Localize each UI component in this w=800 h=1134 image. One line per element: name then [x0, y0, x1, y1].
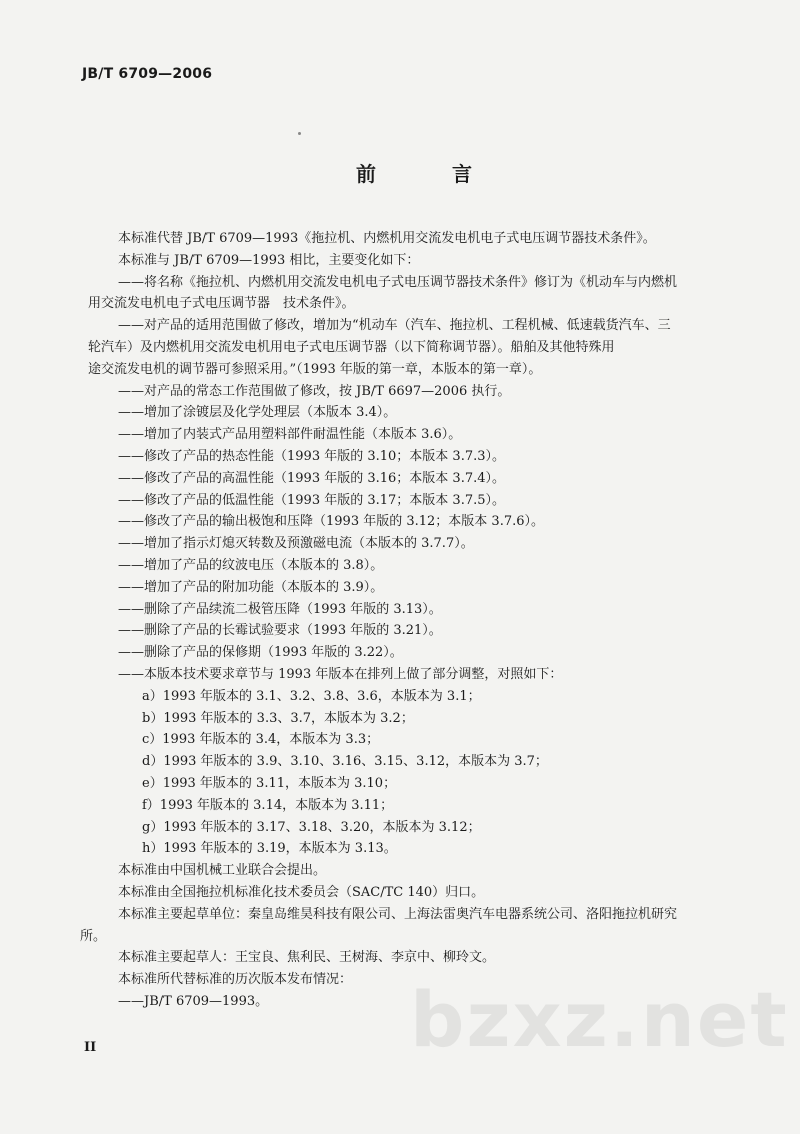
change-item: ——修改了产品的低温性能（1993 年版的 3.17；本版本 3.7.5）。: [118, 492, 506, 508]
list-item-a: a）1993 年版本的 3.1、3.2、3.8、3.6，本版本为 3.1；: [142, 688, 481, 704]
paragraph-drafting-units-1: 本标准主要起草单位：秦皇岛维昊科技有限公司、上海法雷奥汽车电器系统公司、洛阳拖拉机研究: [118, 906, 678, 922]
page-number: II: [84, 1040, 97, 1055]
change-item: ——对产品的常态工作范围做了修改，按 JB/T 6697—2006 执行。: [118, 383, 511, 399]
change-item: ——删除了产品续流二极管压降（1993 年版的 3.13）。: [118, 601, 442, 617]
change-item: ——修改了产品的高温性能（1993 年版的 3.16；本版本 3.7.4）。: [118, 470, 506, 486]
paragraph-proposed-by: 本标准由中国机械工业联合会提出。: [118, 863, 327, 879]
change-item-name-1: ——将名称《拖拉机、内燃机用交流发电机电子式电压调节器技术条件》修订为《机动车与内燃机: [118, 274, 678, 290]
list-item-h: h）1993 年版本的 3.19，本版本为 3.13。: [142, 841, 397, 857]
list-item-f: f）1993 年版本的 3.14，本版本为 3.11；: [142, 797, 394, 813]
section-title: 前 言: [356, 162, 500, 186]
paragraph-centralized-by: 本标准由全国拖拉机标准化技术委员会（SAC/TC 140）归口。: [118, 884, 485, 900]
scan-speck: [298, 132, 301, 135]
change-item: ——修改了产品的输出极饱和压降（1993 年版的 3.12；本版本 3.7.6）。: [118, 514, 545, 530]
change-item: ——修改了产品的热态性能（1993 年版的 3.10；本版本 3.7.3）。: [118, 448, 506, 464]
change-item: ——增加了产品的纹波电压（本版本的 3.8）。: [118, 557, 384, 573]
document-code: JB/T 6709—2006: [82, 66, 213, 82]
change-item-name-2: 用交流发电机电子式电压调节器 技术条件》。: [88, 296, 355, 312]
change-item: ——删除了产品的保修期（1993 年版的 3.22）。: [118, 645, 403, 661]
change-item: ——增加了产品的附加功能（本版本的 3.9）。: [118, 579, 384, 595]
paragraph-changes-intro: 本标准与 JB/T 6709—1993 相比，主要变化如下：: [118, 252, 420, 268]
paragraph-drafting-units-2: 所。: [80, 928, 107, 944]
list-item-b: b）1993 年版本的 3.3、3.7，本版本为 3.2；: [142, 710, 414, 726]
change-item: ——增加了指示灯熄灭转数及预激磁电流（本版本的 3.7.7）。: [118, 536, 474, 552]
list-item-g: g）1993 年版本的 3.17、3.18、3.20，本版本为 3.12；: [142, 819, 481, 835]
change-item: ——增加了涂镀层及化学处理层（本版本 3.4）。: [118, 405, 397, 421]
previous-edition-item: ——JB/T 6709—1993。: [118, 993, 269, 1009]
change-item: ——删除了产品的长霉试验要求（1993 年版的 3.21）。: [118, 623, 442, 639]
change-item-scope-1: ——对产品的适用范围做了修改，增加为“机动车（汽车、拖拉机、工程机械、低速载货汽车、三: [118, 318, 671, 334]
foreword-body: [80, 228, 728, 1013]
watermark-text: bzxz.net: [410, 975, 789, 1064]
list-item-e: e）1993 年版本的 3.11，本版本为 3.10；: [142, 775, 397, 791]
change-item-scope-2: 轮汽车）及内燃机用交流发电机用电子式电压调节器（以下简称调节器）。船舶及其他特殊用: [88, 339, 615, 355]
change-item: ——增加了内装式产品用塑料部件耐温性能（本版本 3.6）。: [118, 427, 462, 443]
list-item-c: c）1993 年版本的 3.4，本版本为 3.3；: [142, 732, 380, 748]
paragraph-previous-editions: 本标准所代替标准的历次版本发布情况：: [118, 972, 353, 988]
list-item-d: d）1993 年版本的 3.9、3.10、3.16、3.15、3.12，本版本为 3.7；: [142, 754, 548, 770]
change-item-reorder: ——本版本技术要求章节与 1993 年版本在排列上做了部分调整，对照如下：: [118, 666, 563, 682]
paragraph-drafters: 本标准主要起草人：王宝良、焦利民、王树海、李京中、柳玲文。: [118, 950, 496, 966]
change-item-scope-3: 途交流发电机的调节器可参照采用。”（1993 年版的第一章，本版本的第一章）。: [88, 361, 542, 377]
paragraph-replaces: 本标准代替 JB/T 6709—1993《拖拉机、内燃机用交流发电机电子式电压调节器技术条件》。: [118, 231, 656, 246]
